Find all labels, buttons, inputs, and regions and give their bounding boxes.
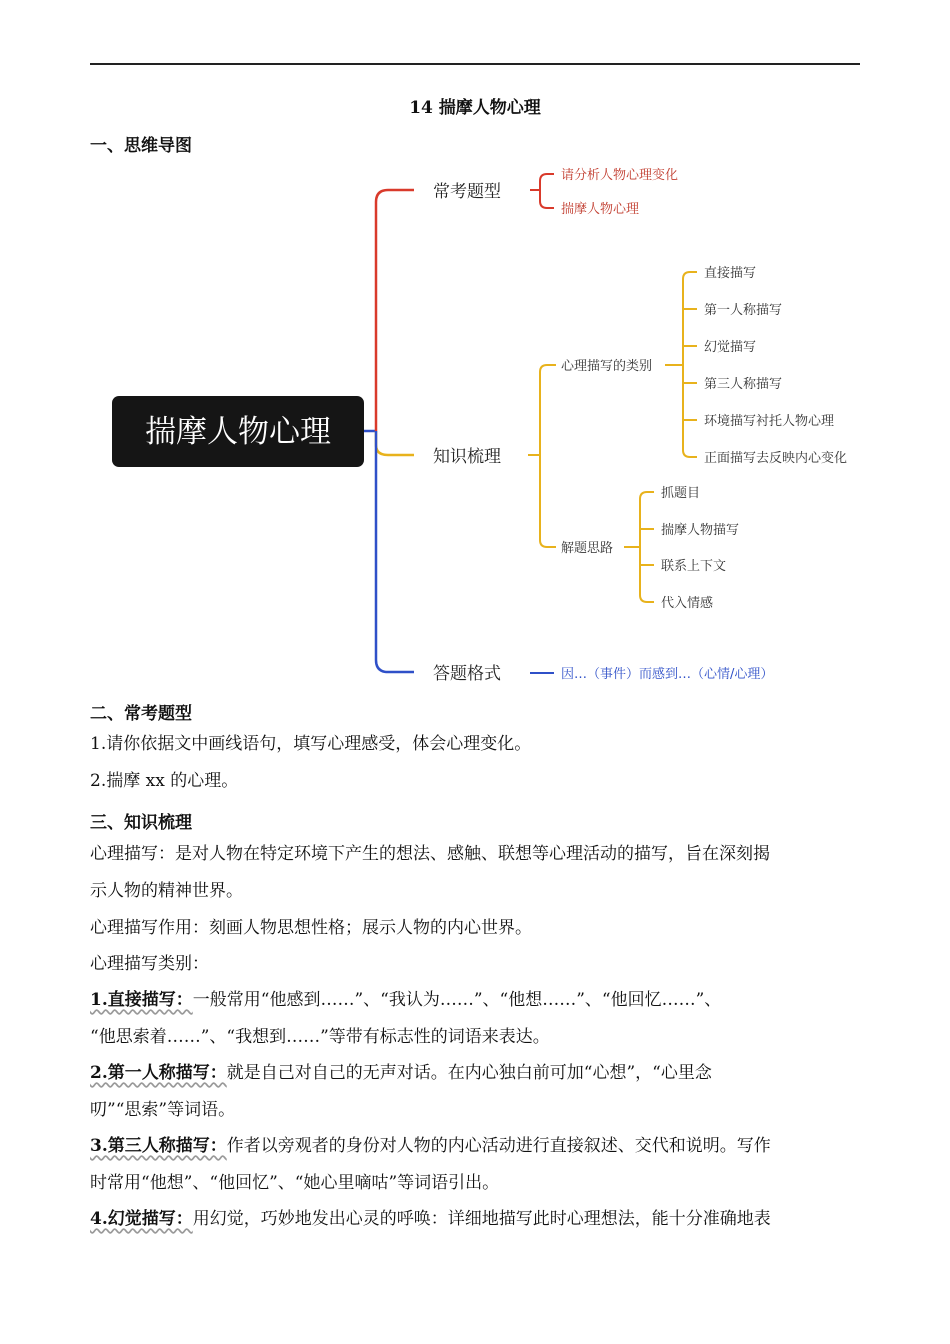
page-title: 14 揣摩人物心理 [409, 98, 541, 118]
category-1-line-1 [90, 982, 865, 1019]
branch-label-common-types: 常考题型 [433, 182, 501, 202]
approach-item-2: 揣摩人物描写 [661, 523, 740, 538]
approach-item-1: 抓题目 [661, 486, 701, 501]
category-3-line-1 [90, 1128, 865, 1165]
answer-format-item: 因…（事件）而感到…（心情/心理） [561, 667, 774, 682]
category-2-line-2: 叨”“思索”等词语。 [90, 1100, 236, 1120]
category-1-label: 1.直接描写： [90, 990, 193, 1010]
branch-label-knowledge: 知识梳理 [433, 447, 501, 467]
category-1-text: 一般常用“他感到……”、“我认为……”、“他想……”、“他回忆……”、 [192, 990, 722, 1010]
category-2-line-1 [90, 1055, 865, 1092]
category-3-line-2: 时常用“他想”、“他回忆”、“她心里嘀咕”等词语引出。 [90, 1173, 500, 1193]
common-type-item-2: 揣摩人物心理 [561, 202, 640, 217]
category-item-1: 直接描写 [704, 266, 757, 281]
category-2-text: 就是自己对自己的无声对话。在内心独白前可加“心想”，“心里念 [226, 1063, 712, 1083]
category-4-line-1 [90, 1201, 865, 1238]
category-item-6: 正面描写去反映内心变化 [704, 451, 848, 466]
category-item-4: 第三人称描写 [704, 377, 783, 392]
category-3-text: 作者以旁观者的身份对人物的内心活动进行直接叙述、交代和说明。写作 [226, 1136, 771, 1156]
question-1: 1.请你依据文中画线语句，填写心理感受，体会心理变化。 [90, 734, 532, 754]
categories-heading: 心理描写类别： [90, 954, 209, 974]
category-item-3: 幻觉描写 [704, 340, 757, 355]
category-item-2: 第一人称描写 [704, 303, 783, 318]
section-heading-knowledge: 三、知识梳理 [90, 813, 192, 833]
category-4-label: 4.幻觉描写： [90, 1209, 193, 1229]
mindmap-root-label: 揣摩人物心理 [145, 414, 331, 450]
category-3-label: 3.第三人称描写： [90, 1136, 227, 1156]
section-heading-common-types: 二、常考题型 [90, 704, 192, 724]
branch-label-answer-format: 答题格式 [433, 664, 501, 684]
knowledge-sub-categories: 心理描写的类别 [561, 359, 653, 374]
category-4-text: 用幻觉，巧妙地发出心灵的呼唤：详细地描写此时心理想法，能十分准确地表 [192, 1209, 771, 1229]
definition-line-1: 心理描写：是对人物在特定环境下产生的想法、感触、联想等心理活动的描写，旨在深刻揭 [90, 844, 770, 864]
header-rule [90, 63, 860, 65]
definition-line-2: 示人物的精神世界。 [90, 881, 243, 901]
branch-line-yellow [376, 431, 414, 455]
knowledge-sub-approach: 解题思路 [561, 541, 614, 556]
category-2-label: 2.第一人称描写： [90, 1063, 227, 1083]
common-type-item-1: 请分析人物心理变化 [561, 168, 679, 183]
approach-item-3: 联系上下文 [661, 559, 727, 574]
mind-map [0, 150, 950, 695]
category-item-5: 环境描写衬托人物心理 [704, 414, 835, 429]
question-2: 2.揣摩 xx 的心理。 [90, 771, 239, 791]
function-paragraph: 心理描写作用：刻画人物思想性格；展示人物的内心世界。 [90, 918, 532, 938]
branch-line-blue [376, 431, 414, 672]
category-1-line-2: “他思索着……”、“我想到……”等带有标志性的词语来表达。 [90, 1027, 550, 1047]
approach-item-4: 代入情感 [661, 596, 714, 611]
branch-line-red [376, 190, 414, 431]
section-heading-mindmap: 一、思维导图 [90, 136, 192, 156]
